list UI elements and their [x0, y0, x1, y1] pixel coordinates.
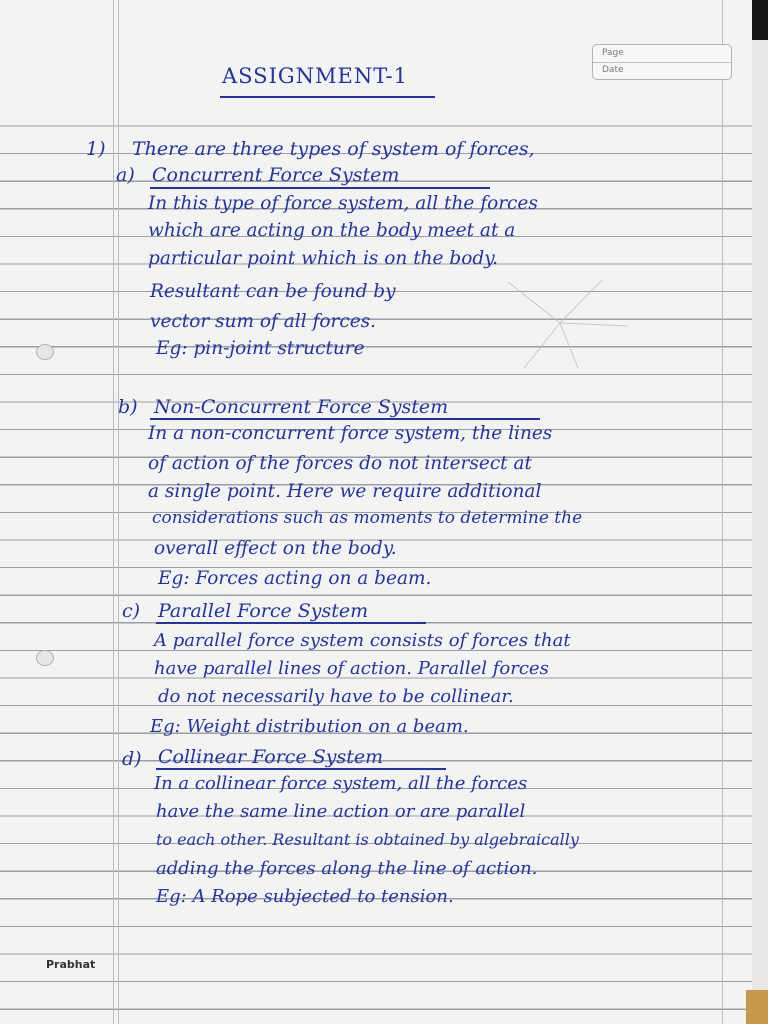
heading-underline: [156, 768, 446, 770]
body-line: In a collinear force system, all the forces: [154, 773, 528, 794]
example-line: Eg: Weight distribution on a beam.: [150, 716, 469, 737]
example-line: Eg: A Rope subjected to tension.: [156, 886, 454, 907]
section-marker: b): [118, 396, 138, 418]
date-label: Date: [602, 65, 624, 75]
page-title: ASSIGNMENT-1: [222, 64, 408, 88]
section-heading: Collinear Force System: [158, 746, 384, 768]
heading-underline: [150, 187, 490, 189]
heading-underline: [156, 622, 426, 624]
body-line: In this type of force system, all the forces: [148, 193, 538, 214]
body-line: have the same line action or are parallel: [156, 801, 526, 822]
body-line: have parallel lines of action. Parallel forces: [154, 658, 549, 679]
example-line: Eg: Forces acting on a beam.: [158, 568, 432, 589]
body-line: do not necessarily have to be collinear.: [158, 686, 514, 707]
example-line: Eg: pin-joint structure: [156, 338, 365, 359]
section-marker: a): [116, 164, 135, 186]
concurrent-forces-sketch-faint: [490, 268, 640, 383]
body-line: A parallel force system consists of forces that: [154, 630, 571, 651]
page-label: Page: [602, 48, 624, 58]
section-marker: d): [122, 748, 142, 770]
page-date-box: [592, 44, 732, 80]
body-line: of action of the forces do not intersect at: [148, 453, 532, 474]
margin-line-right: [722, 0, 723, 1024]
body-line: In a non-concurrent force system, the lines: [148, 423, 553, 444]
body-line: which are acting on the body meet at a: [148, 220, 516, 241]
background-corner-table: [746, 990, 768, 1024]
notebook-brand-logo: Prabhat: [46, 958, 96, 971]
margin-line-left-2: [118, 0, 119, 1024]
question-number: 1): [86, 138, 106, 160]
margin-line-left-1: [113, 0, 114, 1024]
body-line: considerations such as moments to determine the: [152, 508, 583, 528]
page-edge: [752, 0, 768, 1024]
punch-hole-lower: [36, 650, 54, 666]
section-heading: Parallel Force System: [158, 600, 369, 622]
body-line: to each other. Resultant is obtained by algebraically: [156, 830, 579, 849]
section-marker: c): [122, 600, 141, 622]
intro-line: There are three types of system of forces,: [132, 138, 535, 160]
body-line: adding the forces along the line of action.: [156, 858, 538, 879]
title-underline: [220, 96, 435, 98]
background-corner: [752, 0, 768, 40]
body-line: overall effect on the body.: [154, 538, 397, 559]
heading-underline: [150, 418, 540, 420]
section-heading: Non-Concurrent Force System: [154, 396, 449, 418]
body-line: particular point which is on the body.: [148, 248, 499, 269]
body-line: Resultant can be found by: [150, 281, 396, 302]
section-heading: Concurrent Force System: [152, 164, 400, 186]
body-line: a single point. Here we require additional: [148, 481, 542, 502]
punch-hole-upper: [36, 344, 54, 360]
page-date-divider: [593, 62, 731, 63]
body-line: vector sum of all forces.: [150, 311, 377, 332]
